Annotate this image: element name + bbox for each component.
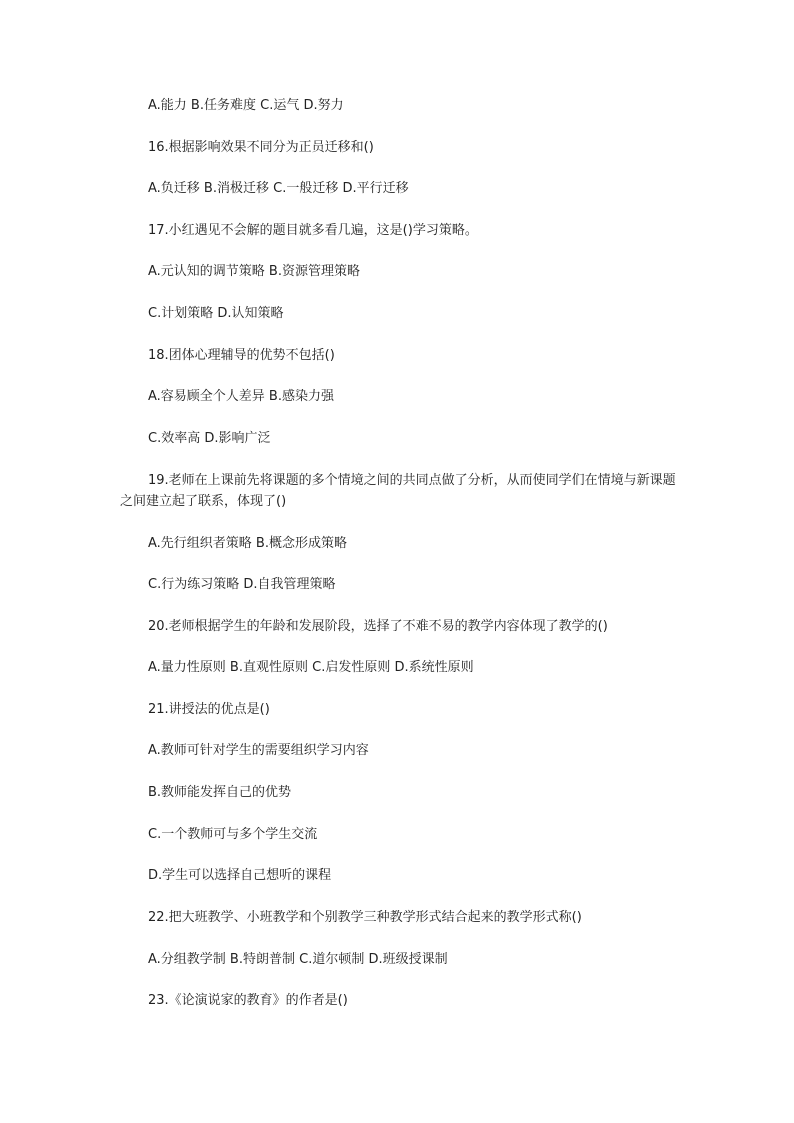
question-line: 22.把大班教学、小班教学和个别教学三种教学形式结合起来的教学形式称(): [148, 910, 582, 925]
question-line: 21.讲授法的优点是(): [148, 702, 270, 717]
option-line: A.先行组织者策略 B.概念形成策略: [148, 536, 347, 551]
question-line: 20.老师根据学生的年龄和发展阶段，选择了不难不易的教学内容体现了教学的(): [148, 619, 608, 634]
option-line: C.计划策略 D.认知策略: [148, 306, 284, 321]
question-line: 17.小红遇见不会解的题目就多看几遍，这是()学习策略。: [148, 223, 478, 238]
option-line: C.效率高 D.影响广泛: [148, 431, 271, 446]
question-line: 18.团体心理辅导的优势不包括(): [148, 348, 335, 363]
question-paragraph: 19.老师在上课前先将课题的多个情境之间的共同点做了分析，从而使同学们在情境与新课题之间建立起了联系，体现了(): [120, 473, 676, 509]
option-line: A.元认知的调节策略 B.资源管理策略: [148, 264, 360, 279]
option-line: D.学生可以选择自己想听的课程: [148, 868, 332, 883]
option-line: C.行为练习策略 D.自我管理策略: [148, 577, 336, 592]
option-line: A.能力 B.任务难度 C.运气 D.努力: [148, 98, 344, 113]
question-line: 23.《论演说家的教育》的作者是(): [148, 993, 348, 1008]
option-line: A.教师可针对学生的需要组织学习内容: [148, 743, 369, 758]
option-line: A.负迁移 B.消极迁移 C.一般迁移 D.平行迁移: [148, 181, 409, 196]
question-line: 16.根据影响效果不同分为正员迁移和(): [148, 140, 374, 155]
option-line: A.分组教学制 B.特朗普制 C.道尔顿制 D.班级授课制: [148, 952, 448, 967]
option-line: B.教师能发挥自己的优势: [148, 785, 292, 800]
option-line: A.量力性原则 B.直观性原则 C.启发性原则 D.系统性原则: [148, 660, 474, 675]
option-line: A.容易顾全个人差异 B.感染力强: [148, 389, 334, 404]
option-line: C.一个教师可与多个学生交流: [148, 827, 318, 842]
